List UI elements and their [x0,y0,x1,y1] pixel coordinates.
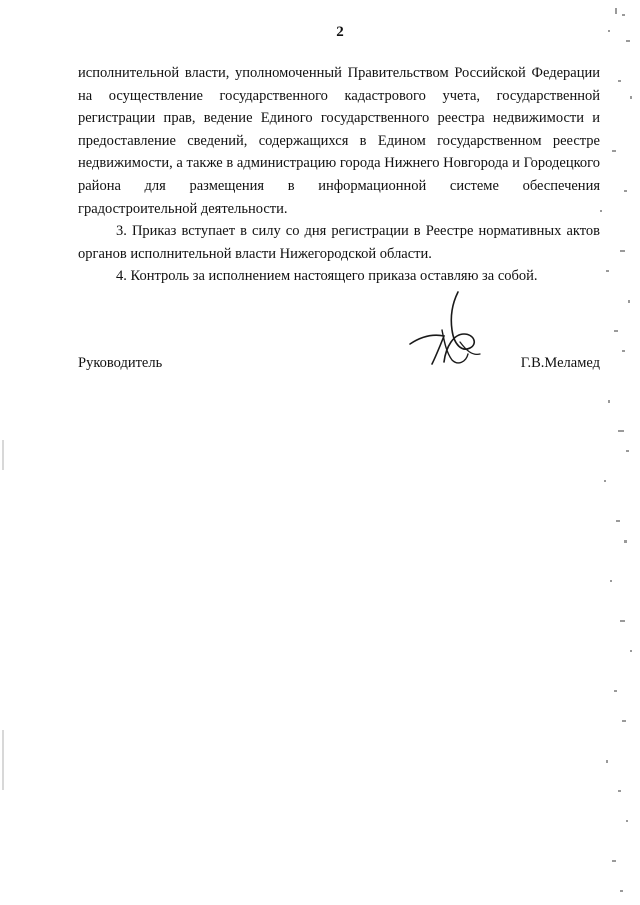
signatory-position: Руководитель [78,355,163,371]
handwritten-signature [400,290,490,370]
paragraph-3: 3. Приказ вступает в силу со дня регистрации в Реестре нормативных актов органов исполнительной власти Нижегородской области. [78,223,600,262]
paragraph-continuation: исполнительной власти, уполномоченный Правительством Российской Федерации на осуществление государственного кадастрового учета, государственной регистрации прав, ведение Единого государственного реестра недвижимости и предоставление сведений, содержащихся в Едином государственном реестре недвижимости, а также в администрацию города Нижнего Новгорода и Городецкого района для размещения в информационной системе обеспечения градостроительной деятельности. [78,65,600,217]
page-number: 2 [336,24,344,40]
paragraph-4: 4. Контроль за исполнением настоящего приказа оставляю за собой. [116,268,538,285]
scan-edge-noise [560,0,640,905]
document-body [78,62,600,288]
scan-margin-marks [0,400,10,820]
signatory-name: Г.В.Меламед [520,355,600,371]
